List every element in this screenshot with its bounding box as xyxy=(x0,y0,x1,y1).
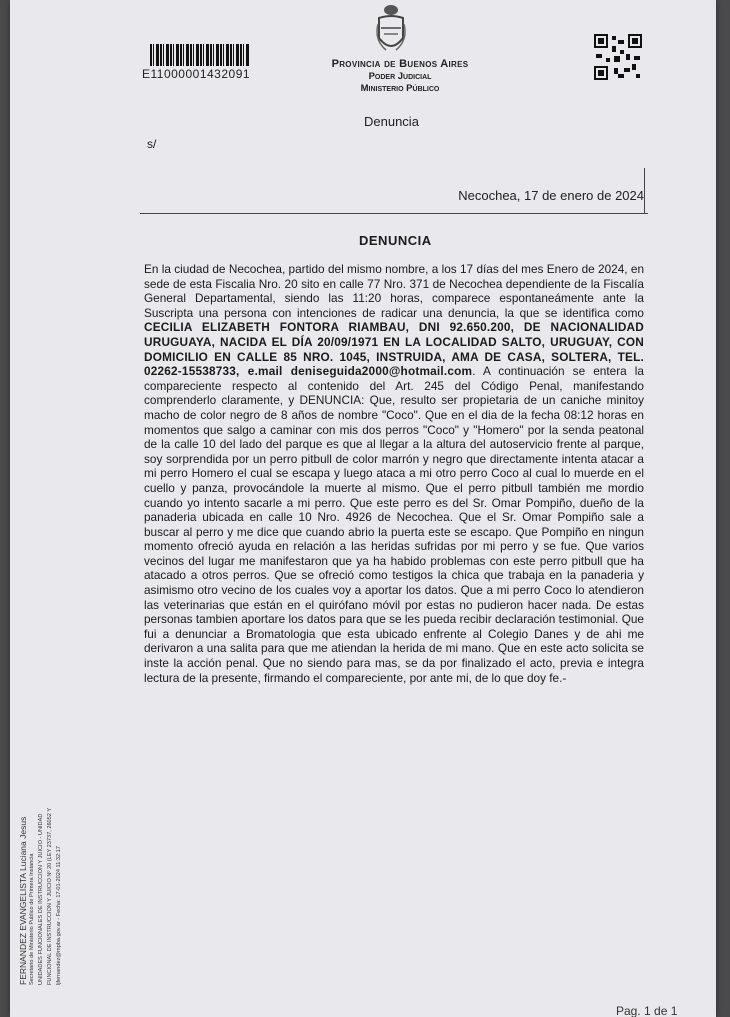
date-line: Necochea, 17 de enero de 2024 xyxy=(458,188,644,203)
body-statement: . A continuación se entera la compareciente respecto al contenido del Art. 245 del Código Penal, manifestando comprenderlo claramente, y DENUNCIA: Que, resulto ser propietaria de un caniche minitoy macho de color negro de 8 años de nombre "Coco". Que en el dia de la fecha 08:12 horas en momentos que salgo a caminar con mis dos perros "Coco" y "Homero" por la senda peatonal de la calle 10 del lado del parque es que al llegar a la altura del autoservicio frente al parque, soy sorprendida por un perro pitbull de color marrón y negro que directamente intenta atacar a mi perro Homero el cual se escapa y luego ataca a mi otro perro Coco al cual lo muerde en el cuello y panza, provocándole la muerte al mismo. Que el perro pitbull también me mordio cuando yo intento sacarle a mi perro. Que este perro es del Sr. Omar Pompiño, dueño de la panaderia ubicada en calle 10 Nro. 4926 de Necochea. Que el Sr. Omar Pompiño sale a buscar al perro y me dice que cuando abrio la puerta este se escapo. Que Pompiño en ningun momento ofreció ayuda en relación a las heridas sufridas por mi perro y se fue. Que varios vecinos del lugar me manifestaron que ya ha habido problemas con este perro pitbull que ha atacado a otros perros. Que se ofreció como testigos la chica que trabaja en la panaderia y asimismo otro vecino de los cuales voy a aportar los datos. Que a mi perro Coco lo atendieron las veterinarias que están en el quirófano móvil por estas no pudieron hacer nada. De estas personas tambien aportare los datos para que se les pueda recibir declaración testimonial. Que fui a denunciar a Bromatologia que esta ubicado enfrente al Colegio Danes y de ahi me derivaron a una salita para que me atiendan la herida de mi mano. Que en este acto solicita se inste la acción penal. Que no siendo para mas, se da por finalizado el acto, previa e integra lectura de la presente, firmando el compareciente, por ante mi, de lo que doy fe.- xyxy=(144,364,644,685)
document-type-label: Denuncia xyxy=(364,114,419,129)
complainant-identity: CECILIA ELIZABETH FONTORA RIAMBAU, DNI 92.650.200, DE NACIONALIDAD URUGUAYA, NACIDA EL DÍA 20/09/1971 EN LA LOCALIDAD SALTO, URUGUAY, CON DOMICILIO EN CALLE 85 NRO. 1045, INSTRUIDA, AMA DE CASA, SOLTERA, TEL. 02262-15538733, e.mail deniseguida2000@hotmail.com xyxy=(144,320,644,379)
complaint-body xyxy=(144,262,644,685)
barcode xyxy=(150,44,250,66)
signer-unit: UNIDADES FUNCIONALES DE INSTRUCCION Y JUICIO - UNIDAD xyxy=(38,813,44,985)
header-judicial: Poder Judicial xyxy=(368,71,432,82)
page-number: Pag. 1 de 1 xyxy=(616,1004,678,1017)
date-divider-vertical xyxy=(644,168,645,214)
coat-of-arms-seal xyxy=(376,4,406,56)
qr-code xyxy=(594,34,642,80)
document-title: DENUNCIA xyxy=(359,233,432,248)
institution-header xyxy=(310,58,490,94)
document-page xyxy=(10,0,716,1017)
digital-signature-stamp xyxy=(18,685,64,985)
header-divider xyxy=(140,213,648,214)
barcode-number: E11000001432091 xyxy=(142,67,251,81)
reference-label: s/ xyxy=(147,137,157,151)
body-intro: En la ciudad de Necochea, partido del mismo nombre, a los 17 días del mes Enero de 2024, en sede de esta Fiscalia Nro. 20 sito en calle 77 Nro. 371 de Necochea dependiente de la Fiscalía General Departamental, siendo las 11:20 horas, comparece espontaneámente ante la Suscripta una persona con intenciones de radicar una denuncia, la que se identifica como xyxy=(144,262,644,320)
signer-role: Secretario de Ministerio Publico de Primera Instancia xyxy=(29,853,35,985)
signer-name: FERNANDEZ EVANGELISTA Luciana Jesus xyxy=(18,816,28,985)
signer-unit-detail: FUNCIONAL DE INSTRUCCION Y JUICIO Nº 20 (LEY 23737, 26052 Y xyxy=(47,807,53,985)
header-province: Provincia de Buenos Aires xyxy=(331,58,469,70)
header-ministry: Ministerio Público xyxy=(360,83,440,94)
signature-footer: ljfernandez@mpba.gov.ar - Fecha: 17-01-2024 11:32:17 xyxy=(56,846,62,985)
